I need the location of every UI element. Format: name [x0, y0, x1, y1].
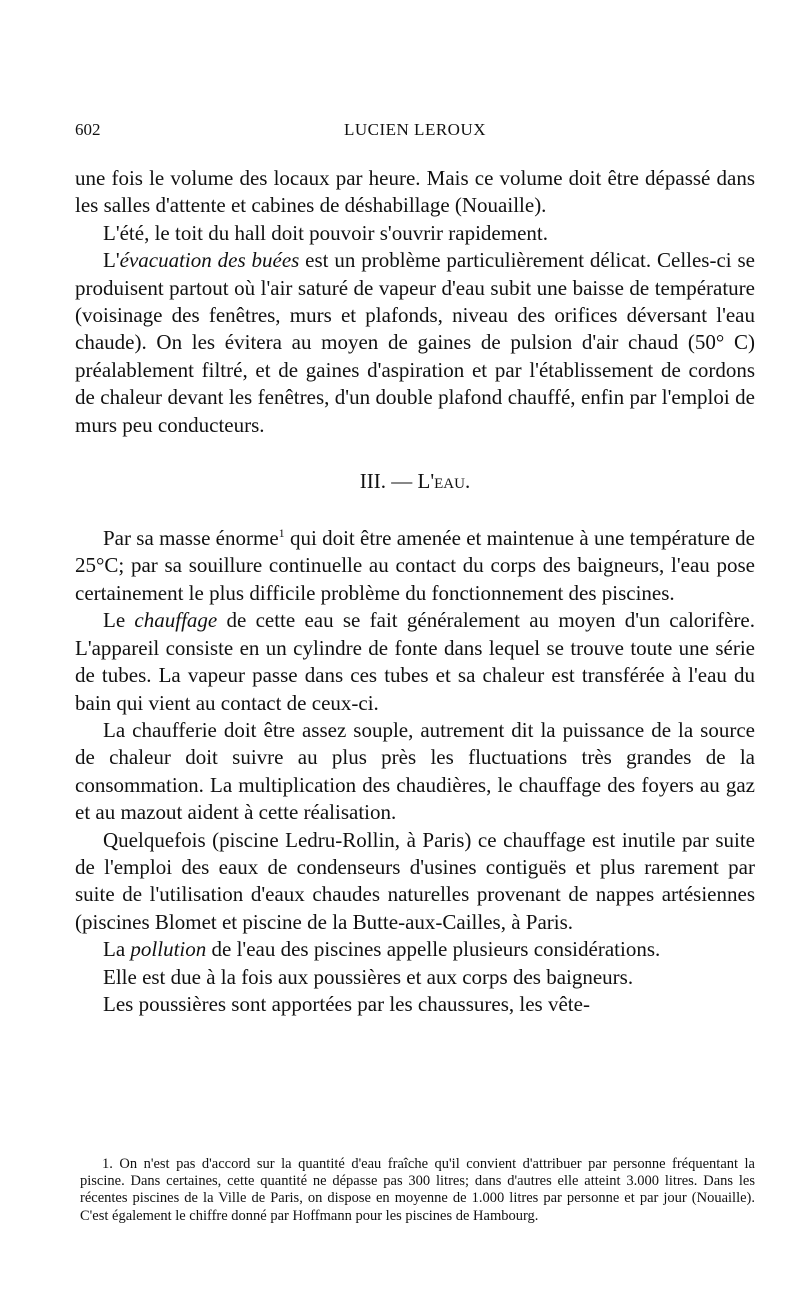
- footnote-paragraph: [80, 1156, 755, 1225]
- page-body: [75, 165, 755, 1018]
- section-heading: [75, 469, 755, 494]
- paragraph-toit: L'été, le toit du hall doit pouvoir s'ouvrir rapidement.: [103, 220, 548, 245]
- footnote: [80, 1156, 755, 1225]
- section-number: III. — L': [359, 469, 435, 494]
- paragraph-chauffage: [75, 607, 755, 717]
- evacuation-term: évacuation des buées: [119, 248, 300, 273]
- paragraph-elle: Elle est due à la fois aux poussières et aux corps des baigneurs.: [103, 964, 634, 989]
- pollution-term: pollution: [130, 937, 207, 962]
- paragraph-masse: [75, 520, 755, 607]
- chauffage-term: chauffage: [134, 608, 218, 633]
- evacuation-text: est un problème particulièrement délicat. Celles-ci se produisent partout où l'air saturé de vapeur d'eau subit une baisse de température (voisinage des fenêtres, murs et plafonds, niveau des orifices déversant l'eau chaude). On les évitera au moyen de gaines de pulsion d'air chaud (50° C) préalablement filtré, et de gaines d'aspiration et par l'établissement de cordons de chaleur devant les fenêtres, d'un double plafond chauffé, enfin par l'emploi de murs peu conducteurs.: [75, 248, 755, 437]
- paragraph-evacuation: [75, 247, 755, 439]
- paragraph-pollution: [75, 936, 755, 963]
- pollution-text: de l'eau des piscines appelle plusieurs considérations.: [206, 937, 661, 962]
- paragraph-quelquefois: Quelquefois (piscine Ledru-Rollin, à Paris) ce chauffage est inutile par suite de l'emploi des eaux de condenseurs d'usines contiguës et plus rarement par suite de l'utilisation d'eaux chaudes naturelles provenant de nappes artésiennes (piscines Blomet et piscine de la Butte-aux-Cailles, à Paris.: [75, 827, 755, 934]
- running-title: LUCIEN LEROUX: [343, 120, 486, 139]
- footnote-mark: 1.: [102, 1156, 113, 1172]
- page-number: 602: [75, 120, 101, 139]
- paragraph-poussieres: Les poussières sont apportées par les chaussures, les vête-: [103, 991, 590, 1016]
- chauffage-prefix: Le: [103, 608, 135, 633]
- paragraph-chaufferie: La chaufferie doit être assez souple, autrement dit la puissance de la source de chaleur doit suivre au plus près les fluctuations très grandes de la consommation. La multiplication des chaudières, le chauffage des foyers au gaz et au mazout aident à cette réalisation.: [75, 717, 755, 825]
- paragraph-continuation: une fois le volume des locaux par heure. Mais ce volume doit être dépassé dans les salles d'attente et cabines de déshabillage (Nouaille).: [75, 166, 755, 218]
- page-header: [75, 120, 755, 144]
- masse-text-b: qui doit être amenée et maintenue à une température de 25°C; par sa souillure continuelle au contact du corps des baigneurs, l'eau pose certainement le plus difficile problème du fonctionnement des piscines.: [75, 526, 755, 605]
- pollution-prefix: La: [103, 937, 131, 962]
- footnote-reference: 1: [278, 526, 285, 541]
- evacuation-prefix: L': [103, 248, 120, 273]
- masse-text-a: Par sa masse énorme: [103, 526, 279, 551]
- footnote-text: On n'est pas d'accord sur la quantité d'eau fraîche qu'il convient d'attribuer par personne fréquentant la piscine. Dans certaines, cette quantité ne dépasse pas 300 litres; dans d'autres elle atteint 3.000 litres. Dans les récentes piscines de la Ville de Paris, on dispose en moyenne de 1.000 litres par personne et par jour (Nouaille). C'est également le chiffre donné par Hoffmann pour les piscines de Hambourg.: [80, 1156, 755, 1224]
- section-title: eau.: [434, 469, 471, 494]
- chauffage-text: de cette eau se fait généralement au moyen d'un calorifère. L'appareil consiste en un cylindre de fonte dans lequel se trouve toute une série de tubes. La vapeur passe dans ces tubes et sa chaleur est transférée à l'eau du bain qui vient au contact de ceux-ci.: [75, 608, 755, 715]
